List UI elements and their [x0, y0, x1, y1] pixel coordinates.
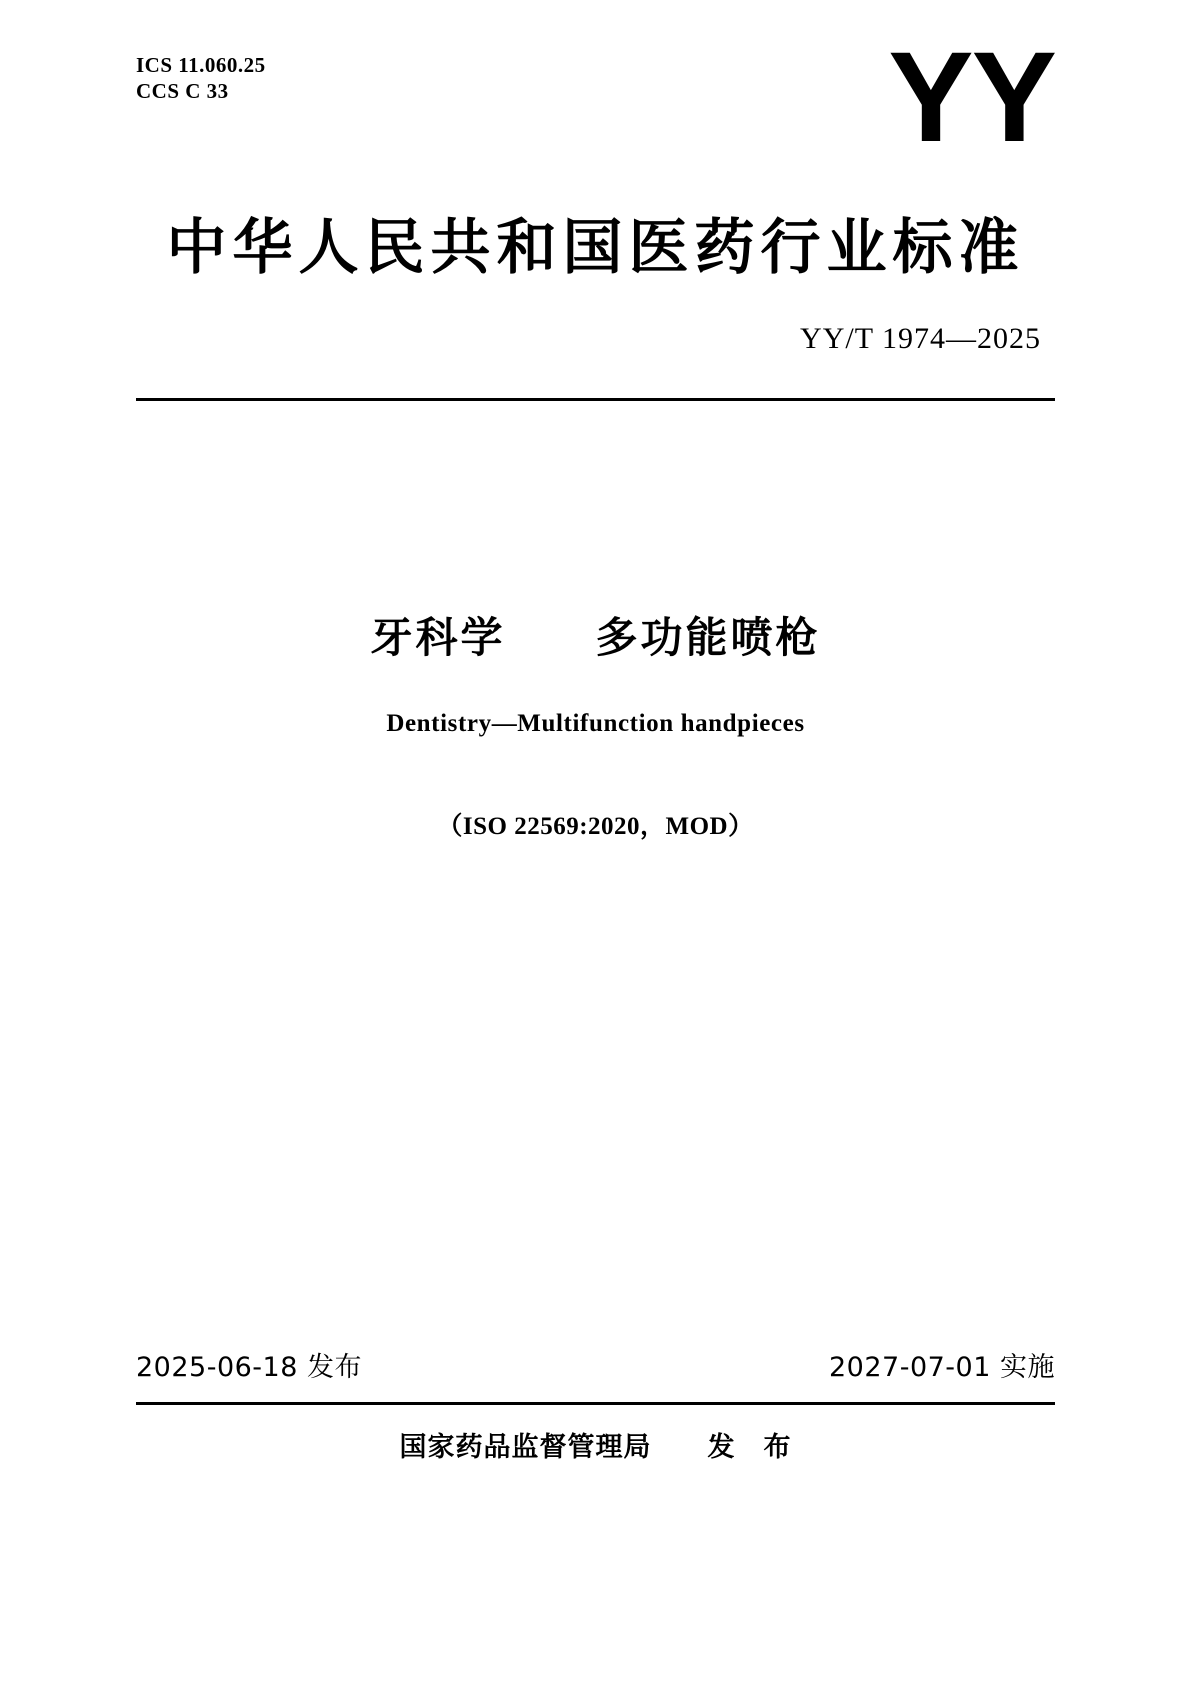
ccs-code: CCS C 33 [136, 79, 229, 103]
classification-codes [136, 52, 266, 104]
divider-bottom [136, 1402, 1055, 1405]
document-title-english: Dentistry—Multifunction handpieces [386, 710, 805, 737]
issue-date: 2025-06-18 发布 [136, 1352, 362, 1383]
header-block [136, 26, 1055, 182]
national-standard-title: 中华人民共和国医药行业标准 [166, 213, 1025, 283]
effective-date: 2027-07-01 实施 [829, 1352, 1055, 1383]
document-source-reference: （ISO 22569:2020，MOD） [437, 813, 754, 840]
ics-code: ICS 11.060.25 [136, 53, 266, 77]
yy-logo: YY [888, 26, 1055, 169]
standard-number: YY/T 1974—2025 [800, 322, 1041, 355]
divider-top [136, 398, 1055, 401]
publisher-name: 国家药品监督管理局 发 布 [399, 1432, 792, 1463]
document-title-chinese: 牙科学 多功能喷枪 [370, 613, 821, 662]
